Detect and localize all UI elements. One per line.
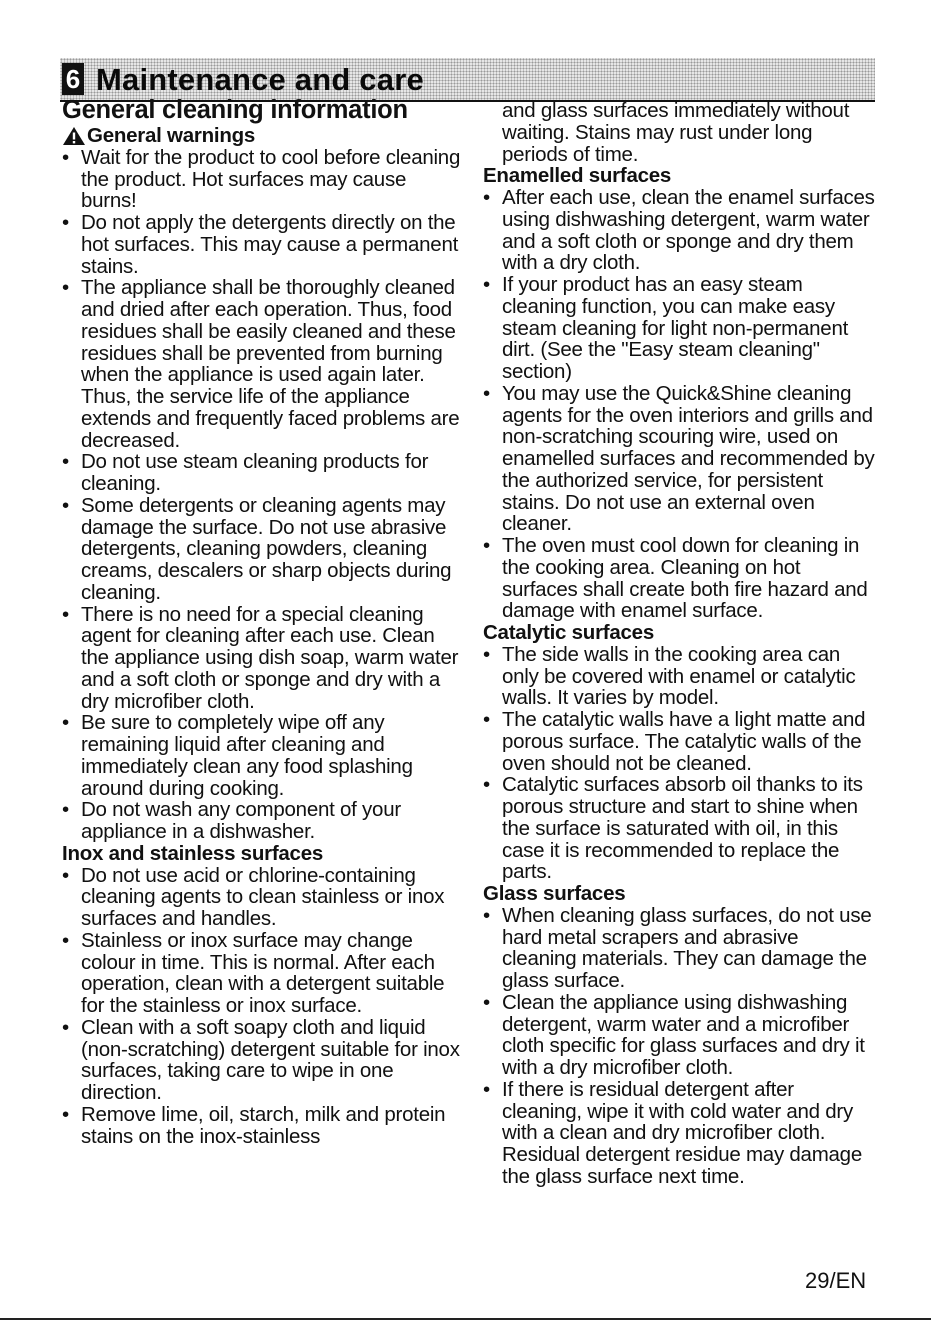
continued-text: and glass surfaces immediately without waiting. Stains may rust under long periods of time. bbox=[502, 99, 850, 166]
list-item: • You may use the Quick&Shine cleaning agents for the oven interiors and grills and non-scratching scouring wire, used on enamelled surfaces and recommended by the authorized service, for persistent stains. Do not use an external oven cleaner. bbox=[483, 383, 875, 535]
page-number: 29/EN bbox=[805, 1268, 867, 1293]
right-column bbox=[483, 100, 875, 1188]
footer-divider bbox=[0, 1318, 931, 1320]
left-column bbox=[62, 97, 462, 1147]
catalytic-heading: Catalytic surfaces bbox=[483, 621, 654, 644]
glass-heading: Glass surfaces bbox=[483, 882, 626, 905]
list-item: • Clean the appliance using dishwashing detergent, warm water and a microfiber cloth specific for glass surfaces and dry it with a dry microfiber cloth. bbox=[483, 992, 875, 1079]
glass-list bbox=[483, 905, 875, 1188]
list-item: • Stainless or inox surface may change colour in time. This is normal. After each operation, clean with a detergent suitable for the stainless or inox surface. bbox=[62, 930, 462, 1017]
list-item: • Do not apply the detergents directly on the hot surfaces. This may cause a permanent stains. bbox=[62, 212, 462, 277]
list-item: • Some detergents or cleaning agents may damage the surface. Do not use abrasive detergents, cleaning powders, cleaning creams, descalers or sharp objects during cleaning. bbox=[62, 495, 462, 604]
enamel-heading: Enamelled surfaces bbox=[483, 164, 672, 188]
list-item: • When cleaning glass surfaces, do not use hard metal scrapers and abrasive cleaning materials. They can damage the glass surface. bbox=[483, 905, 875, 992]
list-item: • Do not use steam cleaning products for cleaning. bbox=[62, 451, 462, 495]
list-item: • Catalytic surfaces absorb oil thanks to its porous structure and start to shine when the surface is saturated with oil, in this case it is recommended to replace the parts. bbox=[483, 774, 875, 883]
enamel-list bbox=[483, 187, 875, 622]
list-item: • Wait for the product to cool before cleaning the product. Hot surfaces may cause burns! bbox=[62, 147, 462, 212]
inox-list bbox=[62, 865, 462, 1148]
section-heading: General cleaning information bbox=[62, 96, 408, 124]
list-item: • The appliance shall be thoroughly cleaned and dried after each operation. Thus, food residues shall be easily cleaned and these residues shall be prevented from burning when the appliance is used again later. Thus, the service life of the appliance extends and frequently faced problems are decreased. bbox=[62, 277, 462, 451]
list-item: • Do not wash any component of your appliance in a dishwasher. bbox=[62, 799, 462, 843]
list-item: • Be sure to completely wipe off any remaining liquid after cleaning and immediately clean any food splashing around during cooking. bbox=[62, 712, 462, 799]
list-item: • After each use, clean the enamel surfaces using dishwashing detergent, warm water and a soft cloth or sponge and dry them with a dry cloth. bbox=[483, 187, 875, 274]
list-item: • If there is residual detergent after cleaning, wipe it with cold water and dry with a clean and dry microfiber cloth. Residual detergent residue may damage the glass surface next time. bbox=[483, 1079, 875, 1188]
chapter-title: Maintenance and care bbox=[96, 62, 424, 97]
list-item: • Clean with a soft soapy cloth and liquid (non-scratching) detergent suitable for inox surfaces, taking care to wipe in one direction. bbox=[62, 1017, 462, 1104]
catalytic-list bbox=[483, 644, 875, 883]
list-item: • The catalytic walls have a light matte and porous surface. The catalytic walls of the oven should not be cleaned. bbox=[483, 709, 875, 774]
list-item: • If your product has an easy steam cleaning function, you can make easy steam cleaning for light non-permanent dirt. (See the "Easy steam cleaning" section) bbox=[483, 274, 875, 383]
inox-heading: Inox and stainless surfaces bbox=[62, 841, 324, 865]
warning-icon bbox=[62, 126, 86, 146]
list-item: • The oven must cool down for cleaning in the cooking area. Cleaning on hot surfaces shall create both fire hazard and damage with enamel surface. bbox=[483, 535, 875, 622]
list-item: • Do not use acid or chlorine-containing cleaning agents to clean stainless or inox surfaces and handles. bbox=[62, 865, 462, 930]
list-item: • The side walls in the cooking area can only be covered with enamel or catalytic walls. It varies by model. bbox=[483, 644, 875, 709]
warnings-list bbox=[62, 147, 462, 843]
list-item: • Remove lime, oil, starch, milk and protein stains on the inox-stainless bbox=[62, 1104, 462, 1148]
chapter-number: 6 bbox=[62, 63, 84, 95]
list-item: • There is no need for a special cleaning agent for cleaning after each use. Clean the appliance using dish soap, warm water and a soft cloth or sponge and dry with a dry microfiber cloth. bbox=[62, 604, 462, 713]
warnings-heading bbox=[62, 125, 462, 147]
warnings-title: General warnings bbox=[87, 124, 256, 147]
